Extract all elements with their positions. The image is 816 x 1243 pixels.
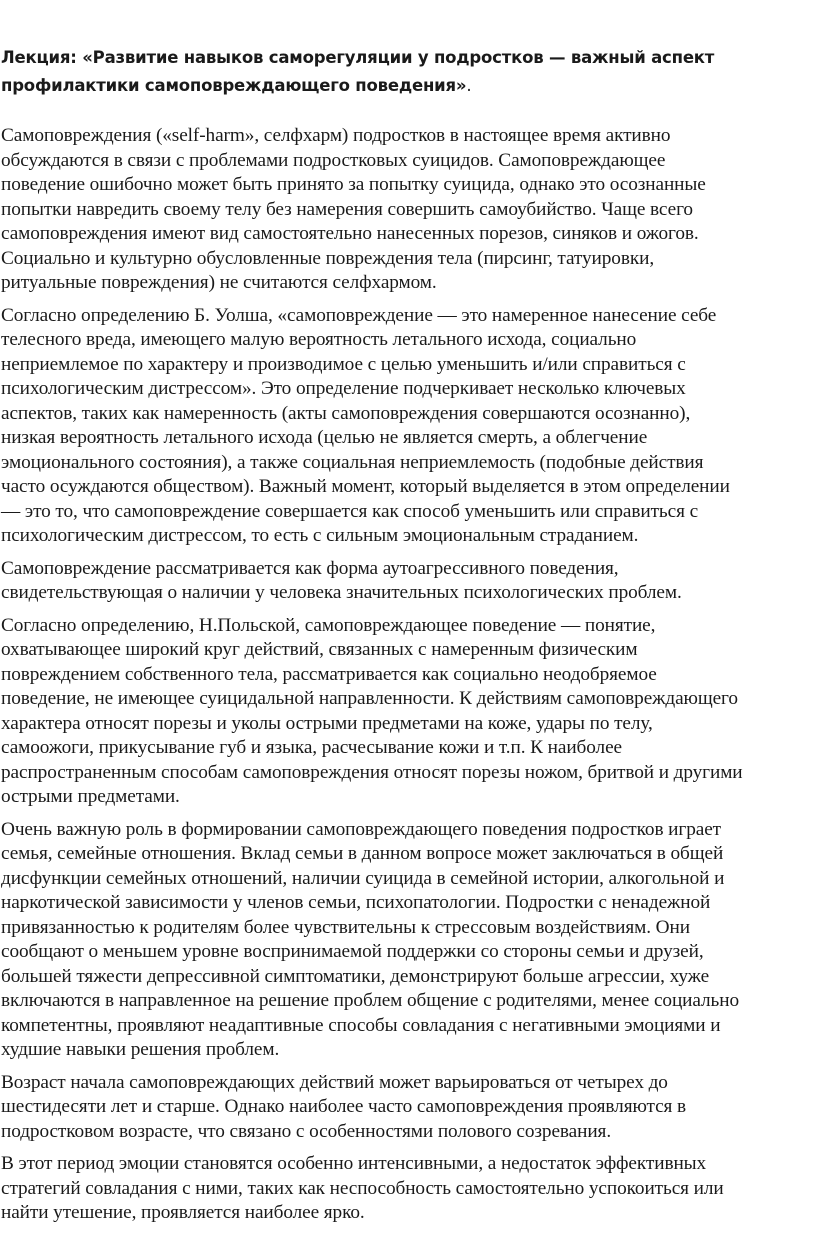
paragraph-line: Согласно определению, Н.Польской, самоповреждающее поведение — понятие, — [1, 614, 656, 636]
paragraph-line: Самоповреждение рассматривается как форма аутоагрессивного поведения, — [1, 557, 619, 579]
paragraph — [1, 557, 816, 606]
paragraph-line: психологическим дистрессом, то есть с сильным эмоциональным страданием. — [1, 525, 639, 546]
paragraph-line: В этот период эмоции становятся особенно интенсивными, а недостаток эффективных — [1, 1153, 707, 1174]
paragraph-line: поведение, не имеющее суицидальной направленности. К действиям самоповреждающего — [1, 688, 738, 709]
paragraph-line: сообщают о меньшем уровне воспринимаемой поддержки со стороны семьи и друзей, — [1, 941, 704, 962]
paragraph-line: самоожоги, прикусывание губ и языка, расчесывание кожи и т.п. К наиболее — [1, 737, 622, 758]
paragraph-line: подростковом возрасте, что связано с особенностями полового созревания. — [1, 1120, 612, 1142]
paragraph-line: охватывающее широкий круг действий, связанных с намеренным физическим — [1, 639, 638, 660]
paragraph-line: Самоповреждения («self-harm», селфхарм) подростков в настоящее время активно — [1, 125, 671, 146]
paragraph-line: шестидесяти лет и старше. Однако наиболее часто самоповреждения проявляются в — [1, 1096, 687, 1117]
paragraph-line: распространенным способам самоповреждения относят порезы ножом, бритвой и другими — [1, 761, 743, 783]
paragraph-line: Социально и культурно обусловленные повреждения тела (пирсинг, татуировки, — [1, 247, 655, 269]
paragraph-line: психологическим дистрессом». Это определение подчеркивает несколько ключевых — [1, 378, 686, 399]
lecture-body — [1, 124, 816, 1226]
paragraph-line: ритуальные повреждения) не считаются селфхармом. — [1, 272, 437, 293]
paragraph — [1, 1152, 816, 1226]
paragraph-line: повреждением собственного тела, рассматривается как социально неодобряемое — [1, 663, 657, 685]
paragraph-line: телесного вреда, имеющего малую вероятность летального исхода, социально — [1, 329, 637, 350]
paragraph-line: Согласно определению Б. Уолша, «самоповреждение — это намеренное нанесение себе — [1, 304, 717, 326]
paragraph — [1, 304, 816, 549]
paragraph — [1, 614, 816, 810]
paragraph — [1, 1071, 816, 1145]
paragraph-line: попытки навредить своему телу без намерения совершить самоубийство. Чаще всего — [1, 198, 693, 220]
paragraph-line: наркотической зависимости у членов семьи, психопатологии. Подростки с ненадежной — [1, 892, 711, 913]
title-line: Лекция: «Развитие навыков саморегуляции у подростков — важный аспект — [1, 48, 715, 67]
paragraph-line: низкая вероятность летального исхода (целью не является смерть, а облегчение — [1, 427, 648, 448]
title-line-text: профилактики самоповреждающего поведения» — [1, 76, 467, 95]
paragraph-line: неприемлемое по характеру и производимое с целью уменьшить и/или справиться с — [1, 353, 686, 375]
paragraph-line: — это то, что самоповреждение совершается как способ уменьшить или справиться с — [1, 500, 699, 522]
paragraph-line: включаются в направленное на решение проблем общение с родителями, менее социально — [1, 990, 739, 1011]
paragraph-line: стратегий совладания с ними, таких как неспособность самостоятельно успокоиться или — [1, 1177, 724, 1199]
paragraph-line: часто осуждаются обществом). Важный момент, который выделяется в этом определении — [1, 476, 730, 497]
paragraph — [1, 818, 816, 1063]
paragraph-line: Очень важную роль в формировании самоповреждающего поведения подростков играет — [1, 818, 721, 840]
paragraph-line: семья, семейные отношения. Вклад семьи в данном вопросе может заключаться в общей — [1, 843, 724, 864]
paragraph-line: Возраст начала самоповреждающих действий может варьироваться от четырех до — [1, 1071, 668, 1093]
paragraph-line: большей тяжести депрессивной симптоматики, демонстрируют больше агрессии, хуже — [1, 965, 710, 987]
paragraph-line: свидетельствующая о наличии у человека значительных психологических проблем. — [1, 582, 682, 603]
paragraph-line: самоповреждения имеют вид самостоятельно нанесенных порезов, синяков и ожогов. — [1, 223, 699, 244]
paragraph-line: компетентны, проявляют неадаптивные способы совладания с негативными эмоциями и — [1, 1014, 721, 1036]
paragraph-line: худшие навыки решения проблем. — [1, 1039, 280, 1060]
title-line — [1, 72, 816, 100]
paragraph-line: привязанностью к родителям более чувствительны к стрессовым воздействиям. Они — [1, 916, 690, 938]
paragraph — [1, 124, 816, 296]
lecture-title — [1, 44, 816, 100]
paragraph-line: острыми предметами. — [1, 786, 180, 807]
paragraph-line: обсуждаются в связи с проблемами подростковых суицидов. Самоповреждающее — [1, 149, 666, 171]
paragraph-line: дисфункции семейных отношений, наличии суицида в семейной истории, алкогольной и — [1, 867, 725, 889]
paragraph-line: аспектов, таких как намеренность (акты самоповреждения совершаются осознанно), — [1, 402, 691, 424]
paragraph-line: найти утешение, проявляется наиболее ярко. — [1, 1202, 365, 1223]
paragraph-line: характера относят порезы и уколы острыми предметами на коже, удары по телу, — [1, 712, 653, 734]
paragraph-line: эмоционального состояния), а также социальная неприемлемость (подобные действия — [1, 451, 704, 473]
paragraph-line: поведение ошибочно может быть принято за попытку суицида, однако это осознанные — [1, 174, 706, 195]
title-tail: . — [466, 76, 472, 95]
